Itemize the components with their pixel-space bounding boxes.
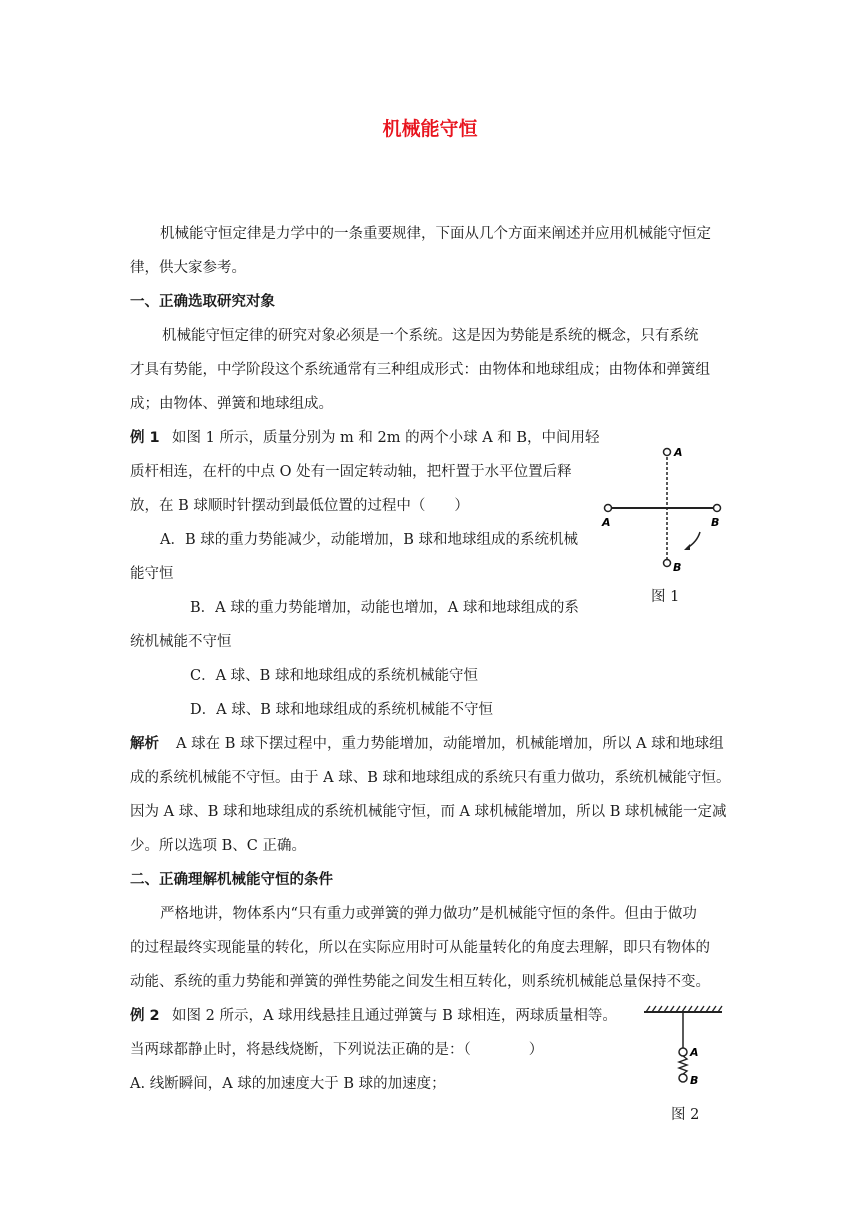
example1-line-2: 质杆相连，在杆的中点 O 处有一固定转动轴，把杆置于水平位置后释 — [130, 464, 572, 480]
section1-para-line-1: 机械能守恒定律的研究对象必须是一个系统。这是因为势能是系统的概念，只有系统 — [162, 328, 699, 344]
example1-option-a-line-2: 能守恒 — [130, 566, 174, 582]
analysis1-label: 解析 — [130, 736, 159, 752]
example1-option-b-line-1: B．A 球的重力势能增加，动能也增加，A 球和地球组成的系 — [190, 600, 579, 616]
figure1-diagram — [600, 440, 730, 580]
section1-heading: 一、正确选取研究对象 — [130, 294, 275, 310]
figure2-caption: 图 2 — [671, 1107, 700, 1123]
section2-para-line-2: 的过程最终实现能量的转化，所以在实际应用时可从能量转化的角度去理解，即只有物体的 — [130, 940, 710, 956]
example1-option-c: C．A 球、B 球和地球组成的系统机械能守恒 — [190, 668, 478, 684]
figure2-label-a: A — [690, 1046, 699, 1059]
section2-para-line-3: 动能、系统的重力势能和弹簧的弹性势能之间发生相互转化，则系统机械能总量保持不变。 — [130, 974, 710, 990]
figure1-ball-b-bottom — [664, 560, 671, 567]
section1-para-line-3: 成；由物体、弹簧和地球组成。 — [130, 396, 333, 412]
analysis1-line-4: 少。所以选项 B、C 正确。 — [130, 838, 306, 854]
figure1-ball-a-top — [664, 449, 671, 456]
figure1-label-a-top: A — [674, 446, 683, 459]
example1-option-d: D．A 球、B 球和地球组成的系统机械能不守恒 — [190, 702, 493, 718]
figure1-label-b: B — [711, 516, 720, 529]
figure1-label-b-bottom: B — [673, 561, 682, 574]
figure2-diagram — [640, 1004, 730, 1104]
example1-label: 例 1 — [130, 430, 160, 446]
figure2-ball-a — [679, 1048, 687, 1056]
figure2-label-b: B — [690, 1074, 699, 1087]
example2-label: 例 2 — [130, 1008, 160, 1024]
section1-para-line-2: 才具有势能，中学阶段这个系统通常有三种组成形式：由物体和地球组成；由物体和弹簧组 — [130, 362, 710, 378]
example1-option-a-line-1: A．B 球的重力势能减少，动能增加，B 球和地球组成的系统机械 — [160, 532, 578, 548]
figure1-ball-b — [714, 505, 721, 512]
analysis1-line-2: 成的系统机械能不守恒。由于 A 球、B 球和地球组成的系统只有重力做功，系统机械能守恒。 — [130, 770, 731, 786]
section2-heading: 二、正确理解机械能守恒的条件 — [130, 872, 333, 888]
analysis1-line-1: A 球在 B 球下摆过程中，重力势能增加，动能增加，机械能增加，所以 A 球和地球组 — [176, 736, 724, 752]
example2-option-a: A. 线断瞬间，A 球的加速度大于 B 球的加速度； — [130, 1076, 446, 1092]
figure2-spring — [679, 1056, 687, 1074]
figure2-ball-b — [679, 1074, 687, 1082]
section2-para-line-1: 严格地讲，物体系内“只有重力或弹簧的弹力做功”是机械能守恒的条件。但由于做功 — [160, 906, 697, 922]
figure1-ball-a — [605, 505, 612, 512]
example2-line-2: 当两球都静止时，将悬线烧断，下列说法正确的是：（ ） — [130, 1042, 544, 1058]
figure1-label-a: A — [602, 516, 611, 529]
analysis1-line-3: 因为 A 球、B 球和地球组成的系统机械能守恒，而 A 球机械能增加，所以 B 球机械能一定减 — [130, 804, 727, 820]
page-title: 机械能守恒 — [382, 118, 478, 140]
intro-line-2: 律，供大家参考。 — [130, 260, 246, 276]
intro-line-1: 机械能守恒定律是力学中的一条重要规律，下面从几个方面来阐述并应用机械能守恒定 — [160, 226, 711, 242]
example1-line-1: 如图 1 所示，质量分别为 m 和 2m 的两个小球 A 和 B，中间用轻 — [172, 430, 600, 446]
example1-option-b-line-2: 统机械能不守恒 — [130, 634, 232, 650]
figure1-arrowhead — [684, 544, 690, 550]
example1-line-3: 放，在 B 球顺时针摆动到最低位置的过程中（ ） — [130, 498, 469, 514]
figure1-caption: 图 1 — [651, 589, 680, 605]
example2-line-1: 如图 2 所示，A 球用线悬挂且通过弹簧与 B 球相连，两球质量相等。 — [172, 1008, 617, 1024]
